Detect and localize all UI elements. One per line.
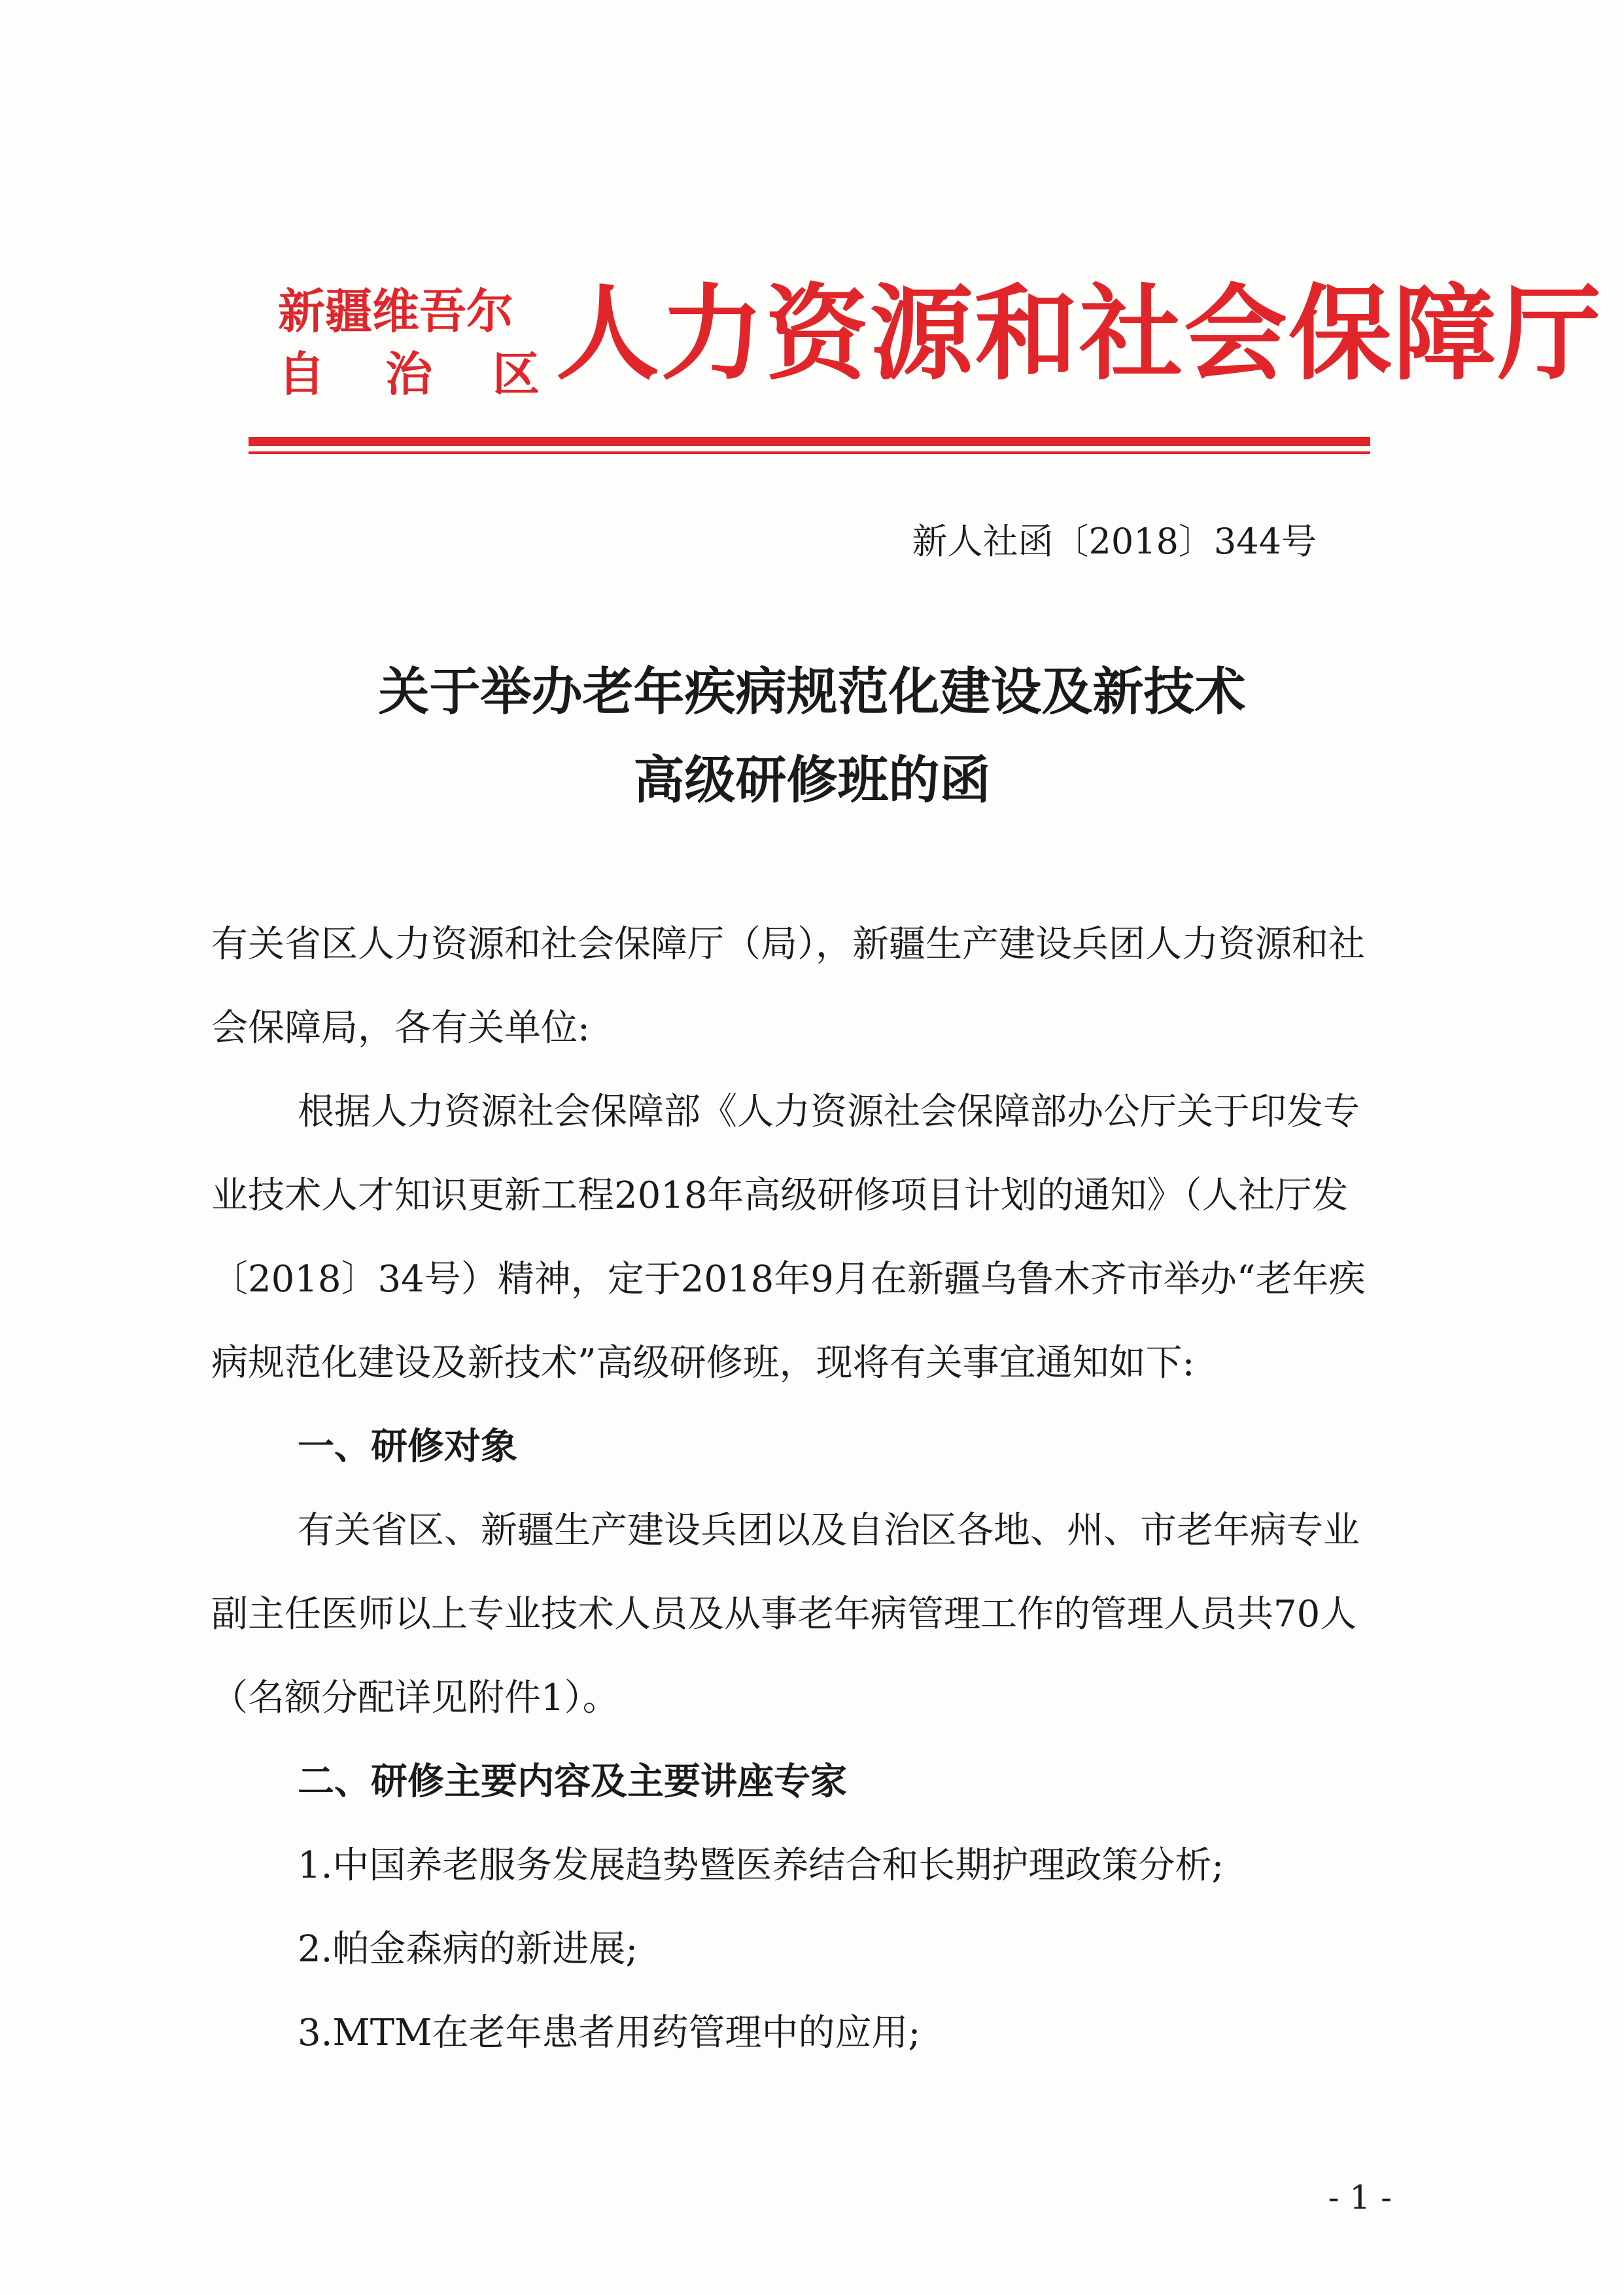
section2-heading: 二、研修主要内容及主要讲座专家 (298, 1761, 847, 1803)
page-number: - 1 - (1328, 2179, 1392, 2216)
section1-heading: 一、研修对象 (298, 1426, 517, 1468)
document-title-line2: 高级研修班的函 (633, 751, 991, 810)
list-item: 1.中国养老服务发展趋势暨医养结合和长期护理政策分析; (298, 1844, 1224, 1887)
section1-paragraph: 有关省区、新疆生产建设兵团以及自治区各地、州、市老年病专业副主任医师以上专业技术人员及从事老年病管理工作的管理人员共70人（名额分配详见附件1）。 (211, 1509, 1360, 1719)
letterhead-rule-thin (249, 451, 1370, 454)
document-title-line1: 关于举办老年疾病规范化建设及新技术 (378, 663, 1246, 722)
letterhead-department: 人力资源和社会保障厅 (556, 274, 1602, 394)
letterhead-char: 区 (492, 347, 540, 402)
list-item: 3.MTM在老年患者用药管理中的应用; (298, 2012, 921, 2054)
letterhead-char: 治 (385, 347, 432, 402)
letterhead-rule-thick (249, 437, 1370, 446)
recipients-paragraph: 有关省区人力资源和社会保障厅（局），新疆生产建设兵团人力资源和社会保障局，各有关单位: (211, 923, 1365, 1049)
letterhead-region-line2 (278, 347, 540, 402)
document-number: 新人社函〔2018〕344号 (912, 521, 1317, 562)
document-body (211, 903, 1389, 2075)
intro-paragraph: 根据人力资源社会保障部《人力资源社会保障部办公厅关于印发专业技术人才知识更新工程2018年高级研修项目计划的通知》（人社厅发〔2018〕34号）精神，定于2018年9月在新疆乌鲁木齐市举办“老年疾病规范化建设及新技术”高级研修班，现将有关事宜通知如下: (211, 1091, 1366, 1384)
letterhead-char: 自 (278, 347, 326, 402)
letterhead-region-line1: 新疆维吾尔 (278, 284, 514, 339)
list-item: 2.帕金森病的新进展; (298, 1928, 638, 1971)
